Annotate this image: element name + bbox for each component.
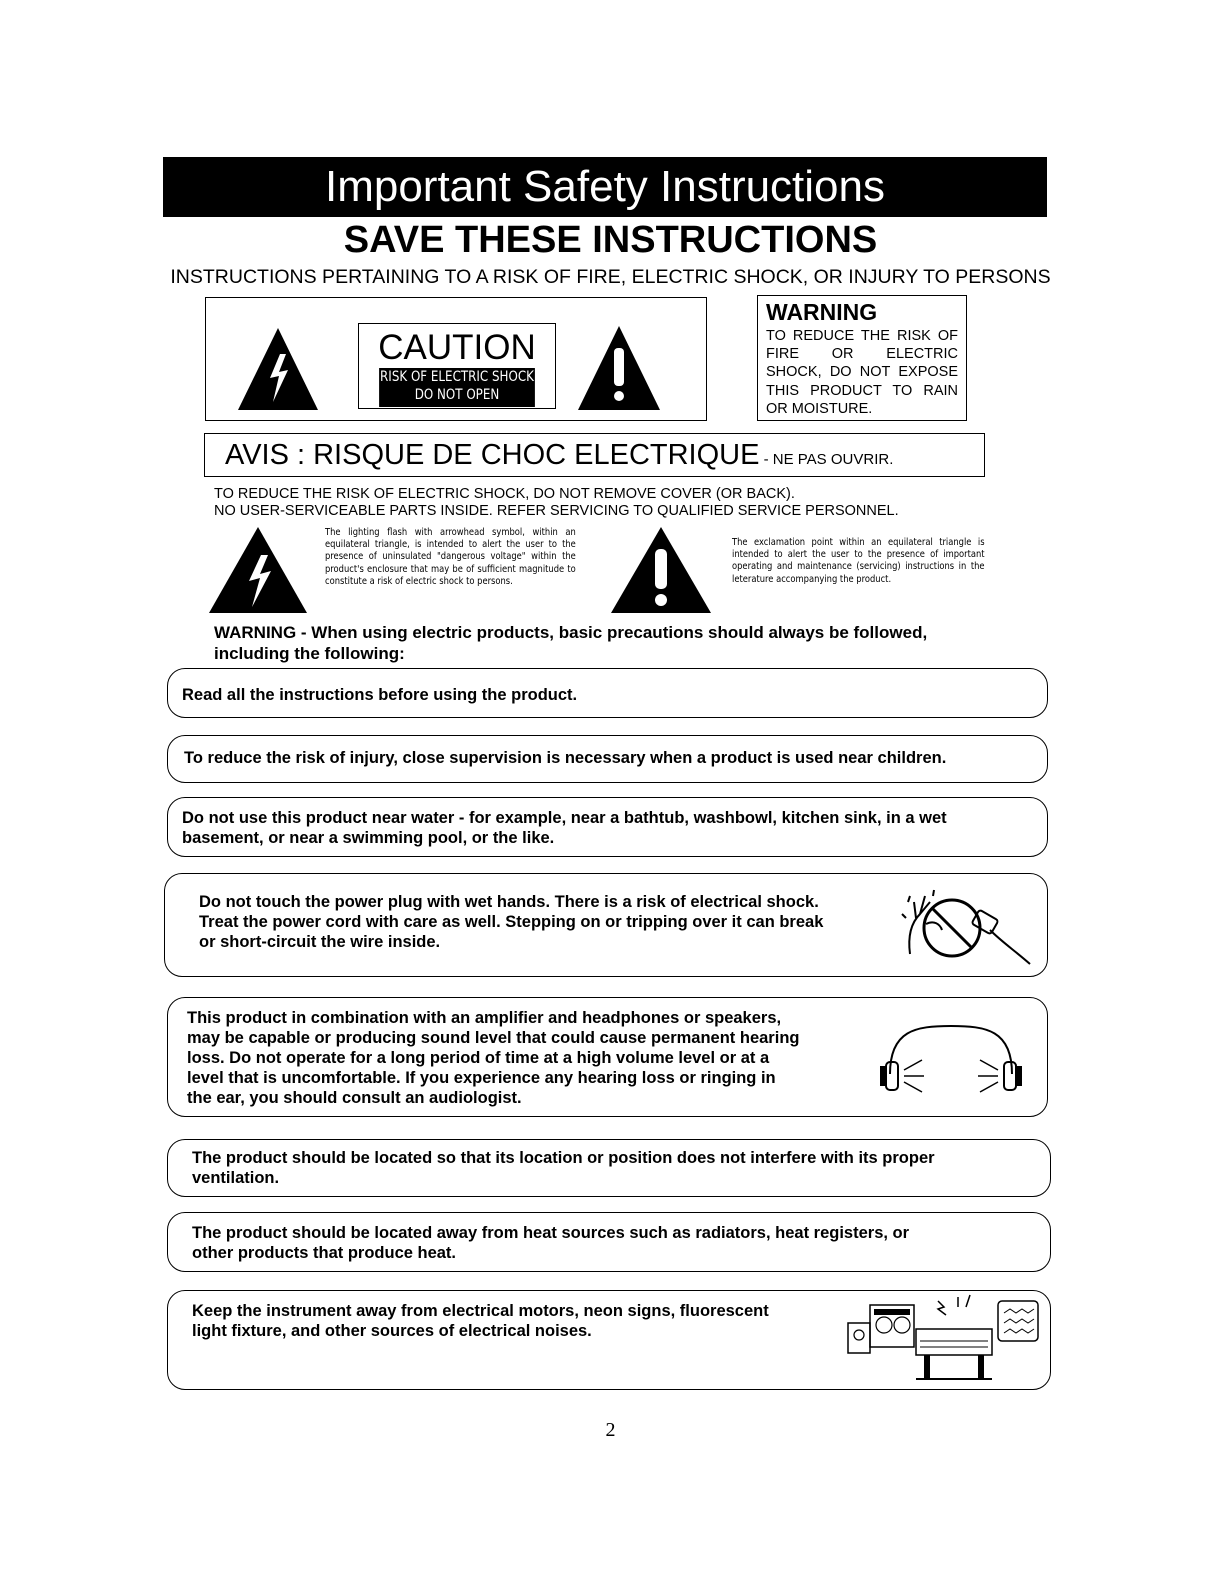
warning-title: WARNING	[766, 299, 878, 325]
pertaining-subheading: INSTRUCTIONS PERTAINING TO A RISK OF FIRE, ELECTRIC SHOCK, OR INJURY TO PERSONS	[170, 266, 1051, 288]
avis-panel	[204, 433, 985, 477]
instruction-text: other products that produce heat.	[192, 1244, 457, 1262]
lightning-triangle-icon	[238, 328, 318, 410]
reduce-risk-line-2: NO USER-SERVICEABLE PARTS INSIDE. REFER SERVICING TO QUALIFIED SERVICE PERSONNEL.	[214, 503, 899, 519]
exclamation-symbol-description: The exclamation point within an equilateral triangle is intended to alert the user to the presence of important operating and maintenance (servicing) instructions in the leterature accompanying the product.	[732, 537, 985, 585]
lightning-triangle-icon	[209, 527, 307, 613]
instruction-text: This product in combination with an amplifier and headphones or speakers,	[187, 1009, 782, 1027]
instruction-text: level that is uncomfortable. If you experience any hearing loss or ringing in	[187, 1069, 776, 1087]
caution-subtext-line-2: DO NOT OPEN	[414, 387, 500, 403]
instruction-text: may be capable or producing sound level that could cause permanent hearing	[187, 1029, 800, 1047]
save-instructions-heading: SAVE THESE INSTRUCTIONS	[343, 219, 878, 261]
caution-subtext	[379, 368, 535, 407]
headphones-icon	[876, 1022, 1026, 1098]
instruction-text: To reduce the risk of injury, close supervision is necessary when a product is used near children.	[184, 749, 947, 767]
instruction-box-heat	[167, 1212, 1051, 1272]
instruction-box-water	[167, 797, 1048, 857]
instruction-box-read	[167, 668, 1048, 718]
instruction-text: basement, or near a swimming pool, or the like.	[182, 829, 555, 847]
piano-interference-icon	[846, 1293, 1042, 1385]
caution-word: CAUTION	[378, 328, 536, 367]
instruction-box-children	[167, 735, 1048, 783]
instruction-text: Do not touch the power plug with wet hands. There is a risk of electrical shock.	[199, 893, 819, 911]
general-warning	[214, 622, 1014, 664]
instruction-text: Do not use this product near water - for example, near a bathtub, washbowl, kitchen sink, in a wet	[182, 809, 947, 827]
avis-main-text: AVIS : RISQUE DE CHOC ELECTRIQUE	[225, 439, 760, 471]
instruction-box-ventilation	[167, 1139, 1051, 1197]
instruction-box-electrical-noise	[167, 1290, 1051, 1390]
exclamation-triangle-icon	[611, 527, 711, 613]
instruction-text: Treat the power cord with care as well. Stepping on or tripping over it can break	[199, 913, 824, 931]
instruction-text: Keep the instrument away from electrical motors, neon signs, fluorescent	[192, 1302, 769, 1320]
instruction-text: the ear, you should consult an audiologist.	[187, 1089, 522, 1107]
reduce-risk-line-1: TO REDUCE THE RISK OF ELECTRIC SHOCK, DO NOT REMOVE COVER (OR BACK).	[214, 486, 795, 502]
instruction-text: light fixture, and other sources of electrical noises.	[192, 1322, 592, 1340]
page-number: 2	[605, 1419, 616, 1441]
warning-panel	[757, 295, 967, 421]
wet-hand-plug-icon	[890, 884, 1040, 970]
caution-subtext-line-1: RISK OF ELECTRIC SHOCK	[380, 369, 534, 385]
instruction-box-hearing	[167, 997, 1048, 1117]
instruction-box-power-plug	[164, 873, 1048, 977]
avis-small-text: - NE PAS OUVRIR.	[759, 451, 894, 468]
page-title-banner: Important Safety Instructions	[163, 157, 1047, 217]
general-warning-line-2: including the following:	[214, 644, 405, 663]
instruction-text: loss. Do not operate for a long period of time at a high volume level or at a	[187, 1049, 770, 1067]
instruction-text: The product should be located so that its location or position does not interfere with its proper	[192, 1149, 935, 1167]
instruction-text: The product should be located away from heat sources such as radiators, heat registers, or	[192, 1224, 910, 1242]
exclamation-triangle-icon	[578, 326, 660, 410]
general-warning-line-1: WARNING - When using electric products, basic precautions should always be followed,	[214, 623, 928, 642]
caution-label	[358, 323, 556, 409]
instruction-text: or short-circuit the wire inside.	[199, 933, 441, 951]
instruction-text: Read all the instructions before using the product.	[182, 686, 578, 704]
lightning-symbol-description: The lighting flash with arrowhead symbol, within an equilateral triangle, is intended to alert the user to the presence of uninsulated "dangerous voltage" within the product's enclosure that may be of sufficient magnitude to constitute a risk of electric shock to persons.	[325, 527, 576, 587]
warning-text: TO REDUCE THE RISK OF FIRE OR ELECTRIC SHOCK, DO NOT EXPOSE THIS PRODUCT TO RAIN OR MOISTURE.	[766, 328, 958, 417]
instruction-text: ventilation.	[192, 1169, 280, 1187]
